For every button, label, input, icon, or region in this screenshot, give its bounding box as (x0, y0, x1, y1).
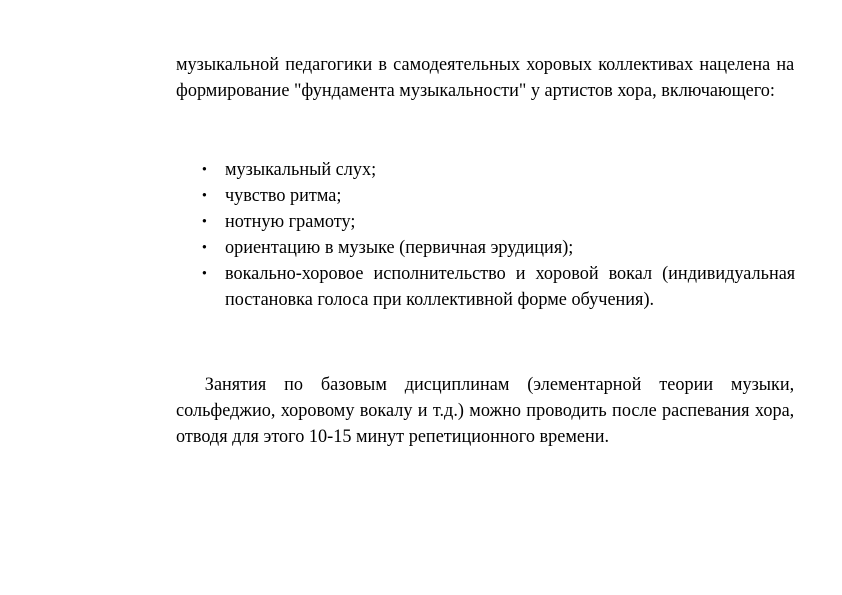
bullet-list (200, 157, 795, 313)
paragraph-top-text: музыкальной педагогики в самодеятельных хоровых коллективах нацелена на формирование "фундамента музыкальности" у артистов хора, включающего: (176, 54, 795, 101)
list-item (200, 157, 795, 183)
list-item-text: музыкальный слух; (224, 159, 377, 180)
list-item (200, 235, 795, 261)
list-item-text: вокально-хоровое исполнительство и хоровой вокал (индивидуальная постановка голоса при коллективной форме обучения). (224, 263, 796, 310)
paragraph-bottom-wrap (176, 372, 794, 450)
list-item (200, 261, 795, 313)
bullet-icon: • (201, 214, 207, 230)
list-item-text: нотную грамоту; (224, 211, 356, 232)
bullet-icon: • (201, 188, 207, 204)
list-item (200, 209, 795, 235)
bullet-icon: • (201, 162, 207, 178)
bullet-icon: • (201, 266, 207, 282)
paragraph-bottom (176, 372, 794, 450)
bullet-icon: • (201, 240, 207, 256)
list-item-text: ориентацию в музыке (первичная эрудиция); (224, 237, 574, 258)
list-item (200, 183, 795, 209)
list-item-text: чувство ритма; (224, 185, 342, 206)
paragraph-top (176, 52, 794, 104)
paragraph-bottom-text: Занятия по базовым дисциплинам (элементарной теории музыки, сольфеджио, хоровому вокалу и т.д.) можно проводить после распевания хора, отводя для этого 10-15 минут репетиционного времени. (176, 374, 795, 447)
